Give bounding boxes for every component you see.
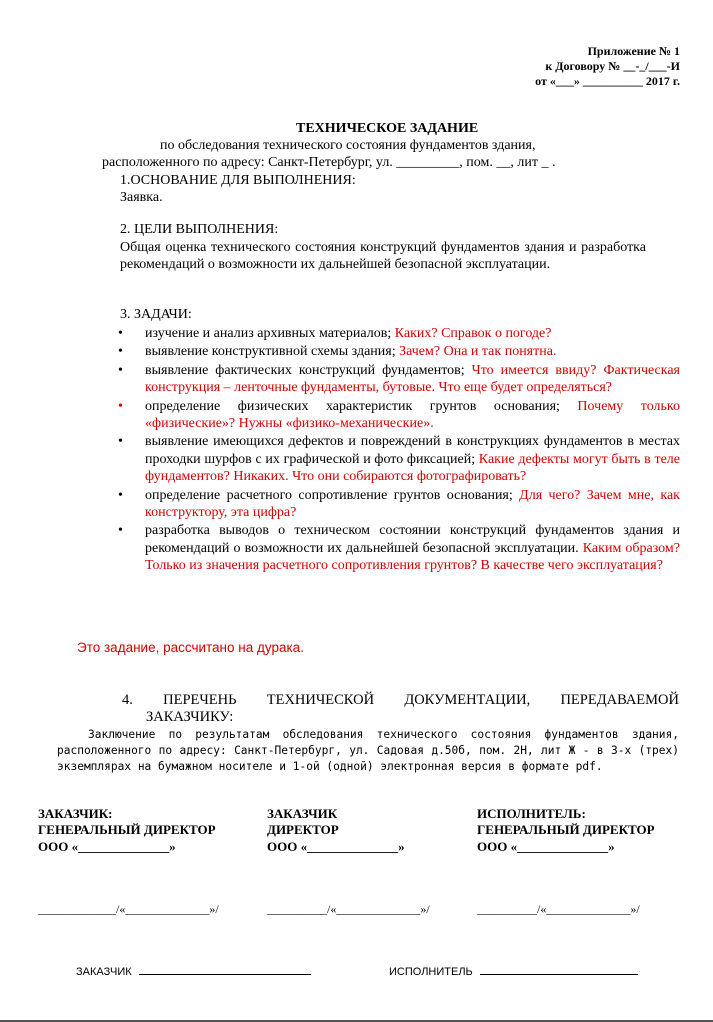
signature-col3-title: ИСПОЛНИТЕЛЬ: bbox=[477, 806, 586, 821]
reviewer-remark: Это задание, рассчитано на дурака. bbox=[77, 640, 304, 655]
signature-col1-line: _____________/«______________»/ bbox=[38, 902, 219, 916]
contract-date: от «___» __________ 2017 г. bbox=[535, 74, 680, 88]
footer-customer-signature-line bbox=[139, 962, 311, 975]
signature-col3-position: ГЕНЕРАЛЬНЫЙ ДИРЕКТОР bbox=[477, 822, 655, 837]
signature-col3-line: __________/«______________»/ bbox=[477, 902, 640, 916]
task-text: изучение и анализ архивных материалов; bbox=[145, 326, 392, 341]
footer-executor-signature-line bbox=[480, 962, 638, 975]
list-item bbox=[118, 398, 680, 433]
section-1-heading: 1.ОСНОВАНИЕ ДЛЯ ВЫПОЛНЕНИЯ: bbox=[120, 173, 356, 188]
signature-col2-line: __________/«______________»/ bbox=[267, 902, 430, 916]
signature-col2-org: ООО «______________» bbox=[267, 839, 405, 854]
footer-executor bbox=[389, 962, 638, 978]
appendix-number: Приложение № 1 bbox=[587, 44, 680, 58]
footer-customer-label: ЗАКАЗЧИК bbox=[76, 966, 132, 978]
task-comment: Каких? Справок о погоде? bbox=[394, 326, 552, 341]
section-2-text: Общая оценка технического состояния конструкций фундаментов здания и разработка рекомендаций о возможности их дальнейшей безопасной эксплуатации. bbox=[120, 240, 646, 272]
document-title: ТЕХНИЧЕСКОЕ ЗАДАНИЕ bbox=[296, 121, 479, 136]
list-item bbox=[118, 522, 680, 574]
signature-col2-title: ЗАКАЗЧИК bbox=[267, 806, 338, 821]
title-subline-2: расположенного по адресу: Санкт-Петербург, ул. _________, пом. __, лит _ . bbox=[102, 155, 556, 170]
task-text: определение расчетного сопротивление грунтов основания; bbox=[145, 487, 513, 503]
bullet-icon: • bbox=[118, 398, 123, 414]
list-item bbox=[118, 325, 680, 342]
bullet-icon: • bbox=[118, 362, 123, 378]
bullet-icon: • bbox=[118, 344, 123, 360]
task-comment: Для чего? Зачем мне, как конструктору, эта цифра? bbox=[145, 487, 680, 521]
bullet-icon: • bbox=[118, 487, 123, 503]
list-item bbox=[118, 487, 680, 522]
task-comment: Зачем? Она и так понятна. bbox=[399, 344, 557, 360]
bullet-icon: • bbox=[118, 434, 123, 450]
task-comment: Что имеется ввиду? Фактическая конструкция – ленточные фундаменты, бутовые. Что еще будет определяться? bbox=[145, 362, 681, 396]
section-2-heading: 2. ЦЕЛИ ВЫПОЛНЕНИЯ: bbox=[120, 222, 279, 237]
footer-customer bbox=[76, 962, 311, 978]
bullet-icon: • bbox=[118, 523, 123, 539]
task-comment: Какие дефекты могут быть в теле фундаментов? Никаких. Что они собираются фотографировать? bbox=[145, 451, 680, 485]
signature-col2-position: ДИРЕКТОР bbox=[267, 822, 339, 837]
task-text: разработка выводов о техническом состоянии конструкций фундаментов здания и рекомендаций о возможности их дальнейшей безопасной эксплуатации. bbox=[145, 523, 680, 556]
task-comment: Почему только «физические»? Нужны «физико-механические». bbox=[145, 398, 681, 432]
signature-col1-org: ООО «______________» bbox=[38, 839, 176, 854]
signature-col1-position: ГЕНЕРАЛЬНЫЙ ДИРЕКТОР bbox=[38, 822, 216, 837]
list-item bbox=[118, 362, 680, 397]
section-1-text: Заявка. bbox=[120, 190, 163, 205]
signature-col1-title: ЗАКАЗЧИК: bbox=[38, 806, 113, 821]
list-item bbox=[118, 343, 680, 360]
section-3-heading: 3. ЗАДАЧИ: bbox=[120, 307, 192, 322]
signature-col3-org: ООО «______________» bbox=[477, 839, 615, 854]
task-comment: Каким образом? Только из значения расчетного сопротивления грунтов? В качестве чего эксплуатация? bbox=[145, 540, 680, 574]
task-text: определение физических характеристик грунтов основания; bbox=[145, 398, 560, 414]
tasks-list bbox=[118, 325, 680, 576]
title-subline-1: по обследования технического состояния фундаментов здания, bbox=[160, 138, 536, 153]
section-4-heading-line-2: ЗАКАЗЧИКУ: bbox=[146, 709, 234, 725]
section-4-heading-line-1: 4. ПЕРЕЧЕНЬ ТЕХНИЧЕСКОЙ ДОКУМЕНТАЦИИ, ПЕРЕДАВАЕМОЙ bbox=[122, 692, 679, 708]
bullet-icon: • bbox=[118, 326, 123, 341]
list-item bbox=[118, 433, 680, 485]
task-text: выявление конструктивной схемы здания; bbox=[145, 344, 396, 360]
task-text: выявление имеющихся дефектов и повреждений в конструкциях фундаментов в местах проходки шурфов с их графической и фото фиксацией; bbox=[145, 434, 680, 467]
task-text: выявление фактических конструкций фундаментов; bbox=[145, 362, 465, 378]
footer-executor-label: ИСПОЛНИТЕЛЬ bbox=[389, 966, 473, 978]
section-4-text: Заключение по результатам обследования технического состояния фундаментов здания, расположенного по адресу: Санкт-Петербург, ул. Садовая д.50б, пом. 2Н, лит Ж - в 3-х (трех) экземплярах на бумажном носителе и 1-ой (одной) электронная версия в формате pdf. bbox=[57, 728, 679, 773]
contract-number: к Договору № __-_/___-И bbox=[545, 59, 680, 73]
